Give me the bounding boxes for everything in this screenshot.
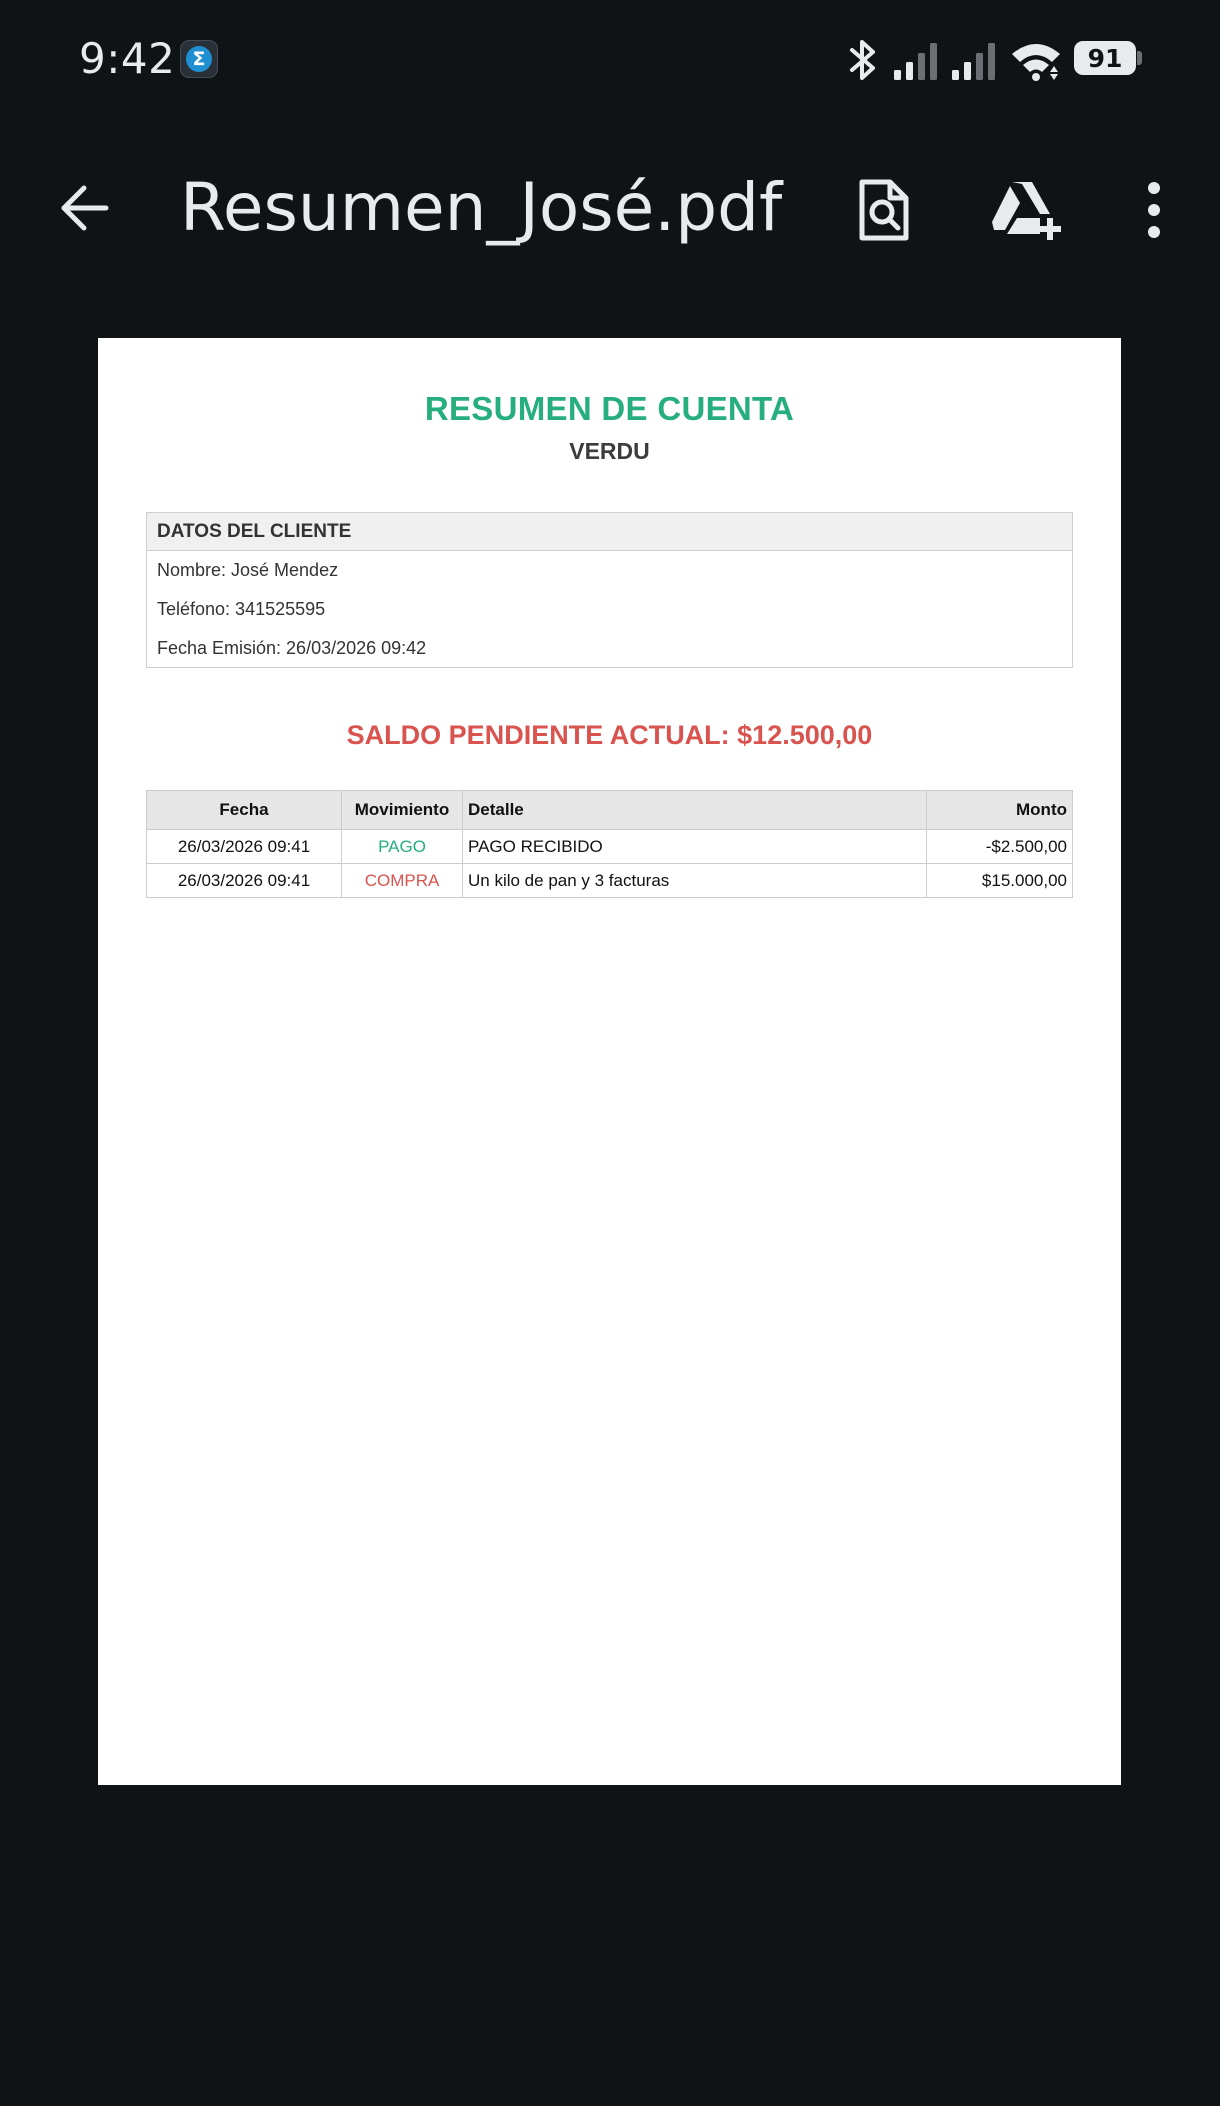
client-name: Nombre: José Mendez xyxy=(157,560,339,580)
header-monto: Monto xyxy=(927,791,1073,830)
table-header-row xyxy=(147,791,1073,830)
cell-detalle: PAGO RECIBIDO xyxy=(463,830,927,864)
more-vert-icon xyxy=(1142,180,1166,240)
battery-tip xyxy=(1137,51,1142,65)
add-to-drive-button[interactable] xyxy=(988,172,1064,248)
movements-table xyxy=(146,790,1073,898)
header-fecha: Fecha xyxy=(147,791,342,830)
signal-sim1-icon xyxy=(892,40,940,82)
cell-fecha: 26/03/2026 09:41 xyxy=(147,830,342,864)
cell-detalle: Un kilo de pan y 3 facturas xyxy=(463,864,927,898)
cell-movimiento: COMPRA xyxy=(342,864,463,898)
more-options-button[interactable] xyxy=(1116,172,1192,248)
status-time: 9:42 xyxy=(79,34,176,83)
notification-app-glyph: Σ xyxy=(186,46,212,72)
find-in-document-button[interactable] xyxy=(846,172,922,248)
cell-monto: -$2.500,00 xyxy=(927,830,1073,864)
bluetooth-icon xyxy=(846,38,880,82)
cell-fecha: 26/03/2026 09:41 xyxy=(147,864,342,898)
search-document-icon xyxy=(856,178,912,242)
signal-sim2-icon xyxy=(950,40,998,82)
header-movimiento: Movimiento xyxy=(342,791,463,830)
wifi-icon xyxy=(1010,40,1066,82)
header-detalle: Detalle xyxy=(463,791,927,830)
cell-monto: $15.000,00 xyxy=(927,864,1073,898)
table-row xyxy=(147,864,1073,898)
battery-icon: 91 xyxy=(1074,41,1136,75)
back-button[interactable] xyxy=(48,172,120,244)
app-toolbar xyxy=(0,150,1220,262)
client-phone: Teléfono: 341525595 xyxy=(157,599,326,619)
client-data-box xyxy=(146,512,1073,668)
business-name: VERDU xyxy=(569,438,650,464)
table-row xyxy=(147,830,1073,864)
notification-app-icon xyxy=(180,40,218,78)
back-arrow-icon xyxy=(56,180,112,236)
pending-balance: SALDO PENDIENTE ACTUAL: $12.500,00 xyxy=(346,720,873,750)
pdf-page[interactable] xyxy=(98,338,1121,1785)
document-title: Resumen_José.pdf xyxy=(180,169,783,246)
client-data-header: DATOS DEL CLIENTE xyxy=(147,513,1072,551)
drive-add-icon xyxy=(990,178,1062,242)
status-bar xyxy=(0,0,1220,120)
status-icons xyxy=(840,36,1140,84)
document-heading: RESUMEN DE CUENTA xyxy=(424,390,795,427)
client-issue-date: Fecha Emisión: 26/03/2026 09:42 xyxy=(157,638,427,658)
cell-movimiento: PAGO xyxy=(342,830,463,864)
